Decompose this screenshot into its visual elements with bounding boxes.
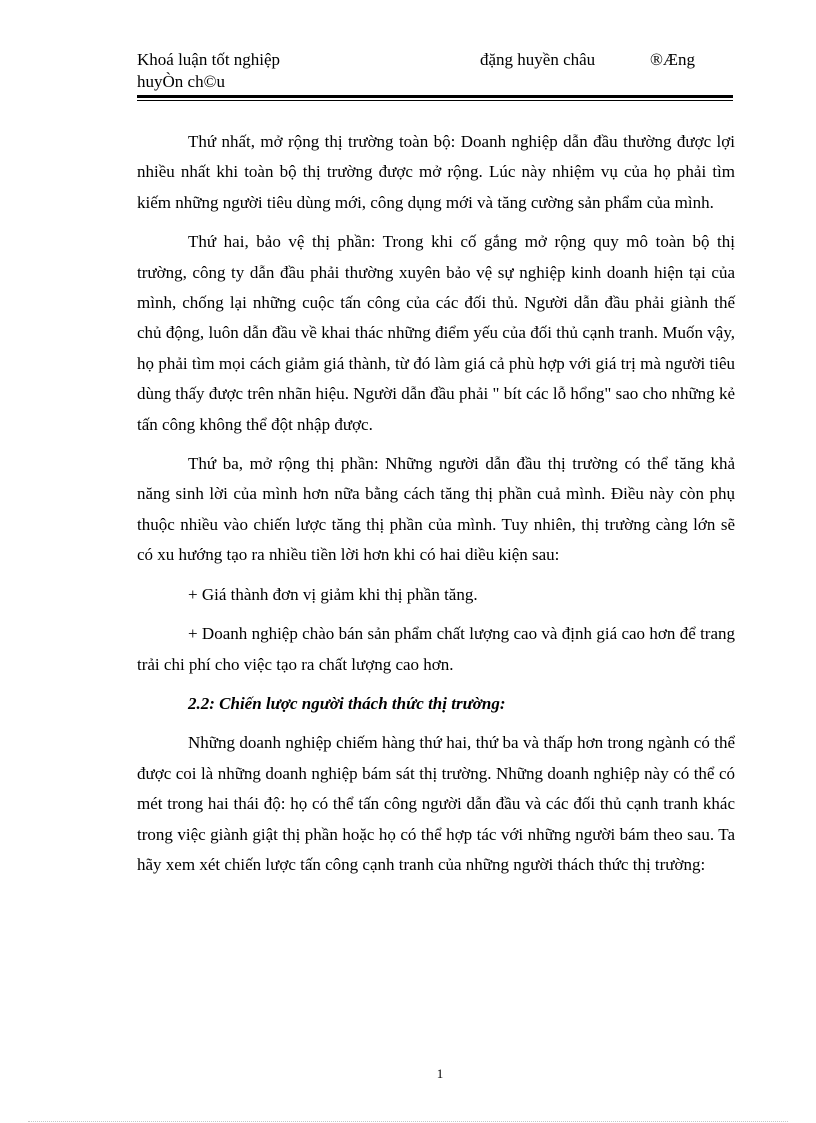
header-rule-thick bbox=[137, 95, 733, 98]
section-heading: 2.2: Chiến lược người thách thức thị trường: bbox=[188, 693, 506, 713]
paragraph: Thứ nhất, mở rộng thị trường toàn bộ: Doanh nghiệp dẫn đầu thường được lợi nhiều nhất khi toàn bộ thị trường được mở rộng. Lúc này nhiệm vụ của họ phải tìm kiếm những người tiêu dùng mới, công dụng mới và tăng cường sản phẩm của mình. bbox=[137, 132, 735, 212]
header-author-surname-garbled: ®Æng bbox=[650, 50, 696, 69]
bullet-paragraph: + Giá thành đơn vị giảm khi thị phần tăng. bbox=[188, 584, 478, 604]
header-author-name: đặng huyền châu bbox=[480, 50, 596, 69]
paragraph: Những doanh nghiệp chiếm hàng thứ hai, thứ ba và thấp hơn trong ngành có thể được coi là những doanh nghiệp bám sát thị trường. Những doanh nghiệp này có thể có mét trong hai thái độ: họ có thể tấn công người dẫn đầu và các đối thủ cạnh tranh khác trong việc giành giật thị phần hoặc họ có thể hợp tác với những người bám theo sau. Ta hãy xem xét chiến lược tấn công cạnh tranh của những người thách thức thị trường: bbox=[137, 733, 735, 874]
header-rule-thin bbox=[137, 100, 733, 101]
page-bottom-border bbox=[28, 1121, 788, 1122]
document-body bbox=[137, 127, 735, 889]
header-thesis-title: Khoá luận tốt nghiệp bbox=[137, 50, 281, 69]
page-number: 1 bbox=[436, 1066, 444, 1081]
header-author-garbled: huyÒn ch©u bbox=[137, 72, 225, 91]
bullet-paragraph: + Doanh nghiệp chào bán sản phẩm chất lượng cao và định giá cao hơn để trang trải chi phí cho việc tạo ra chất lượng cao hơn. bbox=[137, 624, 735, 674]
paragraph: Thứ ba, mở rộng thị phần: Những người dẫn đầu thị trường có thể tăng khả năng sinh lời của mình hơn nữa bằng cách tăng thị phần cuả mình. Điều này còn phụ thuộc nhiều vào chiến lược tăng thị phần của mình. Tuy nhiên, thị trường càng lớn sẽ có xu hướng tạo ra nhiều tiền lời hơn khi có hai diều kiện sau: bbox=[137, 454, 735, 565]
paragraph: Thứ hai, bảo vệ thị phần: Trong khi cố gắng mở rộng quy mô toàn bộ thị trường, công ty dẫn đầu phải thường xuyên bảo vệ sự nghiệp kinh doanh hiện tại của mình, chống lại những cuộc tấn công của các đối thủ. Người dẫn đầu phải giành thế chủ động, luôn dẫn đầu về khai thác những điểm yếu của đối thủ cạnh tranh. Muốn vậy, họ phải tìm mọi cách giảm giá thành, từ đó làm giá cả phù hợp với giá trị mà người tiêu dùng thấy được trên nhãn hiệu. Người dẫn đầu phải " bít các lỗ hổng" sao cho những kẻ tấn công không thể đột nhập được. bbox=[137, 232, 735, 434]
